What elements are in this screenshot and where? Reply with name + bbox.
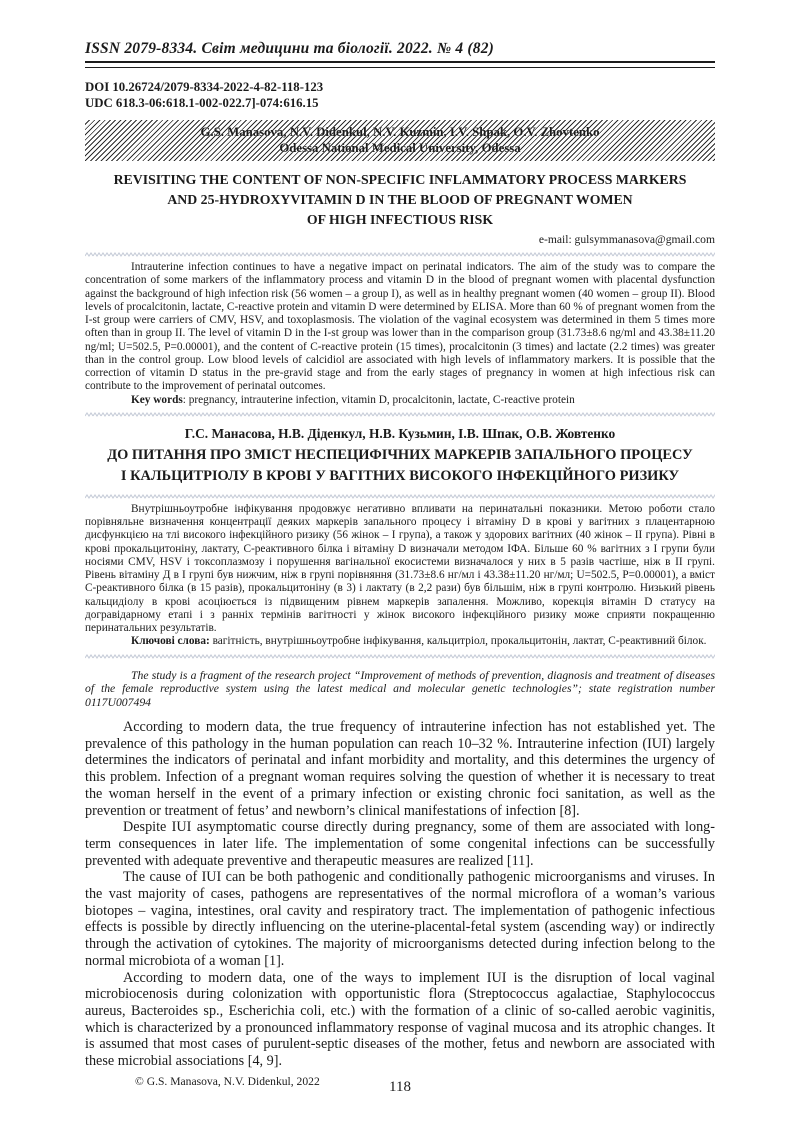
doi-udc-block: [85, 80, 715, 111]
keywords-en: [85, 394, 715, 407]
affiliation-en: Odessa National Medical University, Odessa: [279, 141, 521, 155]
title-uk-line-1: ДО ПИТАННЯ ПРО ЗМІСТ НЕСПЕЦИФІЧНИХ МАРКЕРІВ ЗАПАЛЬНОГО ПРОЦЕСУ: [107, 446, 693, 463]
keywords-en-text: : pregnancy, intrauterine infection, vitamin D, procalcitonin, lactate, C-reactive protein: [182, 393, 575, 406]
authors-en: G.S. Manasova, N.V. Didenkul, N.V. Kuzmin, I.V. Shpak, O.V. Zhovtenko: [200, 125, 600, 139]
article-body: [85, 719, 715, 1070]
email-line: e-mail: gulsymmanasova@gmail.com: [538, 233, 715, 246]
doi-line: DOI 10.26724/2079-8334-2022-4-82-118-123: [85, 80, 324, 94]
body-paragraph-4: According to modern data, one of the ways to implement IUI is the disruption of local vaginal microbiocenosis during colonization with opportunistic flora (Streptococcus agalactiae, Staphylococcus aureus, Bacteroides sp., Escherichia coli, etc.) with the formation of a clinic of so-called aerobic vaginitis, which is characterized by a pronounced inflammatory response of vaginal mucosa and its atrophic changes. It is assumed that most cases of purulent-septic diseases of the mother, fetus and newborn are associated with these microbial associations [4, 9].: [85, 969, 715, 1070]
zigzag-divider: [85, 493, 715, 500]
body-paragraph-1: According to modern data, the true frequency of intrauterine infection has not established yet. The prevalence of this pathology in the human population can reach 10–32 %. Intrauterine infection (IUI) largely determines the indicators of perinatal and infant morbidity and mortality, and this determines the urgency of this problem. Infection of a pregnant woman requires solving the question of whether it is necessary to treat the woman herself in the event of a primary infection or existing chronic foci sanitation, as well as the prevention or treatment of fetus’ and newborn’s clinical manifestations of infection [8].: [85, 719, 715, 819]
body-paragraph-2: Despite IUI asymptomatic course directly during pregnancy, some of them are associated with long-term consequences in later life. The implementation of some congenital infections can be successfully prevented with adequate preventive and therapeutic measures are realized [11].: [85, 819, 715, 869]
udc-line: UDC 618.3-06:618.1-002-022.7]-074:616.15: [85, 95, 319, 110]
authors-band: [85, 120, 715, 161]
journal-issn-line: ISSN 2079-8334. Світ медицини та біології. 2022. № 4 (82): [85, 40, 715, 63]
keywords-en-label: Key words: [131, 393, 183, 406]
body-paragraph-3: The cause of IUI can be both pathogenic and conditionally pathogenic microorganisms and viruses. In the vast majority of cases, pathogens are representatives of the normal microflora of a woman’s various biotopes – vagina, intestines, oral cavity and respiratory tract. The implementation of pathogenic infectious effects is possible by directly influencing on the uterine-placental-fetal system (ascending way) or indirectly through the activation of cytokines. The majority of microorganisms detected during infection belong to the normal microbiota of a woman [1].: [85, 869, 715, 969]
keywords-uk-text: вагітність, внутрішньоутробне інфікування, кальцитріол, прокальцитонін, лактат, С-реактивний білок.: [209, 635, 707, 648]
page-number: 118: [389, 1078, 411, 1095]
paper-title-uk: [85, 445, 715, 487]
page-footer: [85, 1075, 715, 1097]
title-en-line-1: REVISITING THE CONTENT OF NON-SPECIFIC INFLAMMATORY PROCESS MARKERS: [113, 172, 687, 187]
keywords-uk-label: Ключові слова:: [131, 635, 210, 648]
authors-uk: Г.С. Манасова, Н.В. Діденкул, Н.В. Кузьмин, І.В. Шпак, О.В. Жовтенко: [184, 425, 616, 441]
abstract-uk: [85, 503, 715, 649]
zigzag-divider: [85, 411, 715, 418]
footer-copyright: © G.S. Manasova, N.V. Didenkul, 2022: [135, 1074, 320, 1088]
zigzag-divider: [85, 251, 715, 258]
abstract-en: [85, 261, 715, 407]
project-note: The study is a fragment of the research project “Improvement of methods of prevention, diagnosis and treatment of diseases of the female reproductive system using the latest medical and molecular genetic technologies”; state registration number 0117U007494: [85, 668, 715, 709]
title-en-line-2: AND 25-HYDROXYVITAMIN D IN THE BLOOD OF PREGNANT WOMEN: [167, 192, 633, 207]
title-uk-line-2: І КАЛЬЦИТРІОЛУ В КРОВІ У ВАГІТНИХ ВИСОКОГО ІНФЕКЦІЙНОГО РИЗИКУ: [120, 467, 680, 484]
header-double-rule: [85, 63, 715, 68]
zigzag-divider: [85, 653, 715, 660]
keywords-uk: [85, 635, 715, 648]
abstract-en-text: Intrauterine infection continues to have a negative impact on perinatal indicators. The aim of the study was to compare the concentration of some markers of the inflammatory process and vitamin D in the blood of pregnant women with placental dysfunction against the background of high infection risk (56 women – a group I), as well as in healthy pregnant women (40 women – group II). Blood levels of procalcitonin, lactate, C-reactive protein and vitamin D were determined by ELISA. More than 60 % of pregnant women from the I-st group were carriers of CMV, HSV, and toxoplasmosis. The violation of the vaginal ecosystem was determined in them 5 times more often than in group II. The level of vitamin D in the I-st group was lower than in the comparison group (31.73±8.6 ng/ml and 43.38±11.20 ng/ml; U=502.5, P=0.00001), and the content of C-reactive protein (15 times), procalcitonin (3 times) and lactate (2.2 times) was greater than in the control group. Low blood levels of calcidiol are associated with high levels of inflammatory markers. It is possible that the correction of vitamin D status in the pre-gravid stage and from the early stages of pregnancy in women at high infectious risk can contribute to the improvement of perinatal outcomes.: [85, 261, 715, 393]
paper-title-en: [85, 170, 715, 230]
title-en-line-3: OF HIGH INFECTIOUS RISK: [306, 212, 494, 227]
abstract-uk-text: Внутрішньоутробне інфікування продовжує негативно впливати на перинатальні показники. Метою роботи стало порівняльне визначення концентрації деяких маркерів запального процесу і вітаміну D в крові у вагітних з плацентарною дисфункцією на тлі високого інфекційного ризику (56 жінок – І група), а також у здорових вагітних (40 жінок – ІІ група). Рівні в крові прокальцитоніну, лактату, С-реактивного білка і вітаміну D визначали методом ІФА. Більше 60 % вагітних з І групи були носіями CMV, HSV і токсоплазмозу і порушення вагінальної екосистеми визначалося у них в 5 разів частіше, ніж в ІІ групі. Рівень вітаміну Д в І групі був нижчим, ніж в групі порівняння (31.73±8.6 нг/мл і 43.38±11.20 нг/мл; U=502.5, P=0.00001), а вміст С-реактивного білка (в 15 разів), прокальцитоніну (в 3) і лактату (в 2,2 рази) був більшім, ніж в групі контролю. Низький рівень кальцидіолу в крові асоціюється із підвищеним рівнем маркерів запалення. Можливо, корекція вітамін D статусу на догравідарному етапі і з ранніх термінів вагітності у жінок високого інфекційного ризику може сприяти покращенню перинатальних результатів.: [85, 502, 715, 634]
